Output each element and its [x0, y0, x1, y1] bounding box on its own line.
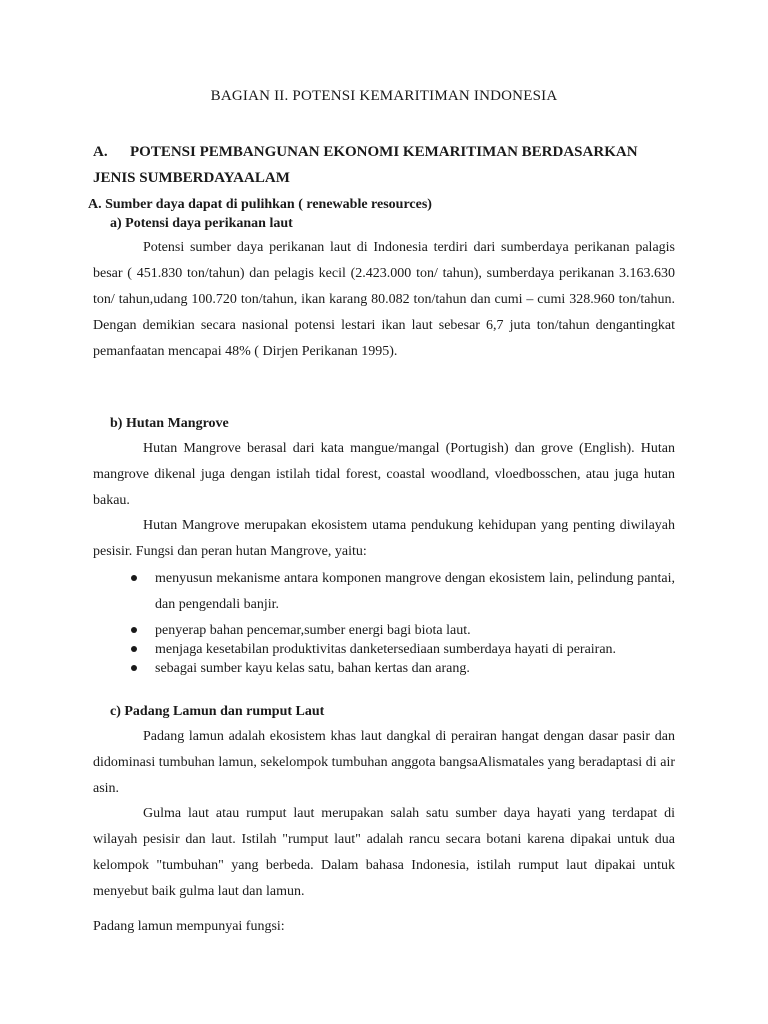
bullet-icon: [131, 627, 137, 633]
item-c-heading: c) Padang Lamun dan rumput Laut: [110, 704, 325, 719]
item-b-paragraph-2: [93, 513, 675, 565]
item-c-paragraph-1: [93, 724, 675, 802]
list-item: sebagai sumber kayu kelas satu, bahan kertas dan arang.: [128, 659, 675, 678]
item-b-paragraph-1-text: Hutan Mangrove berasal dari kata mangue/mangal (Portugish) dan grove (English). Hutan mangrove dikenal juga dengan istilah tidal forest, coastal woodland, vloedbosschen, atau juga hutan bakau.: [93, 441, 675, 508]
item-a-heading: a) Potensi daya perikanan laut: [110, 216, 293, 231]
item-c-paragraph-1-text: Padang lamun adalah ekosistem khas laut dangkal di perairan hangat dengan dasar pasir dan didominasi tumbuhan lamun, sekelompok tumbuhan anggota bangsaAlismatales yang beradaptasi di air asin.: [93, 729, 675, 796]
page-title: BAGIAN II. POTENSI KEMARITIMAN INDONESIA: [210, 88, 558, 104]
section-a-heading: [93, 139, 673, 191]
item-a-paragraph: [93, 235, 675, 365]
item-c-paragraph-3: Padang lamun mempunyai fungsi:: [93, 919, 285, 934]
item-b-paragraph-1: [93, 436, 675, 514]
subsection-a-heading: A. Sumber daya dapat di pulihkan ( renewable resources): [88, 197, 432, 212]
list-item: menjaga kesetabilan produktivitas danketersediaan sumberdaya hayati di perairan.: [128, 640, 675, 659]
item-b-heading: b) Hutan Mangrove: [110, 416, 229, 431]
mangrove-function-list: [128, 566, 675, 678]
bullet-icon: [131, 665, 137, 671]
list-item: menyusun mekanisme antara komponen mangrove dengan ekosistem lain, pelindung pantai, dan pengendali banjir.: [128, 566, 675, 618]
bullet-icon: [131, 646, 137, 652]
item-b-paragraph-2-text: Hutan Mangrove merupakan ekosistem utama pendukung kehidupan yang penting diwilayah pesisir. Fungsi dan peran hutan Mangrove, yaitu:: [93, 518, 675, 559]
section-a-heading-line1: POTENSI PEMBANGUNAN EKONOMI KEMARITIMAN BERDASARKAN: [130, 144, 638, 160]
section-a-heading-line2: JENIS SUMBERDAYAALAM: [93, 170, 290, 186]
item-a-paragraph-text: Potensi sumber daya perikanan laut di Indonesia terdiri dari sumberdaya perikanan palagis besar ( 451.830 ton/tahun) dan pelagis kecil (2.423.000 ton/ tahun), sumberdaya perikanan 3.163.630 ton/ tahun,udang 100.720 ton/tahun, ikan karang 80.082 ton/tahun dan cumi – cumi 328.960 ton/tahun. Dengan demikian secara nasional potensi lestari ikan laut sebesar 6,7 juta ton/tahun dengantingkat pemanfaatan mencapai 48% ( Dirjen Perikanan 1995).: [93, 240, 675, 359]
list-item: penyerap bahan pencemar,sumber energi bagi biota laut.: [128, 621, 675, 640]
item-c-paragraph-2-text: Gulma laut atau rumput laut merupakan salah satu sumber daya hayati yang terdapat di wilayah pesisir dan laut. Istilah "rumput laut" adalah rancu secara botani karena dipakai untuk dua kelompok "tumbuhan" yang berbeda. Dalam bahasa Indonesia, istilah rumput laut dipakai untuk menyebut baik gulma laut dan lamun.: [93, 806, 675, 899]
item-c-paragraph-2: [93, 801, 675, 905]
bullet-icon: [131, 575, 137, 581]
section-a-label: A.: [93, 144, 108, 160]
